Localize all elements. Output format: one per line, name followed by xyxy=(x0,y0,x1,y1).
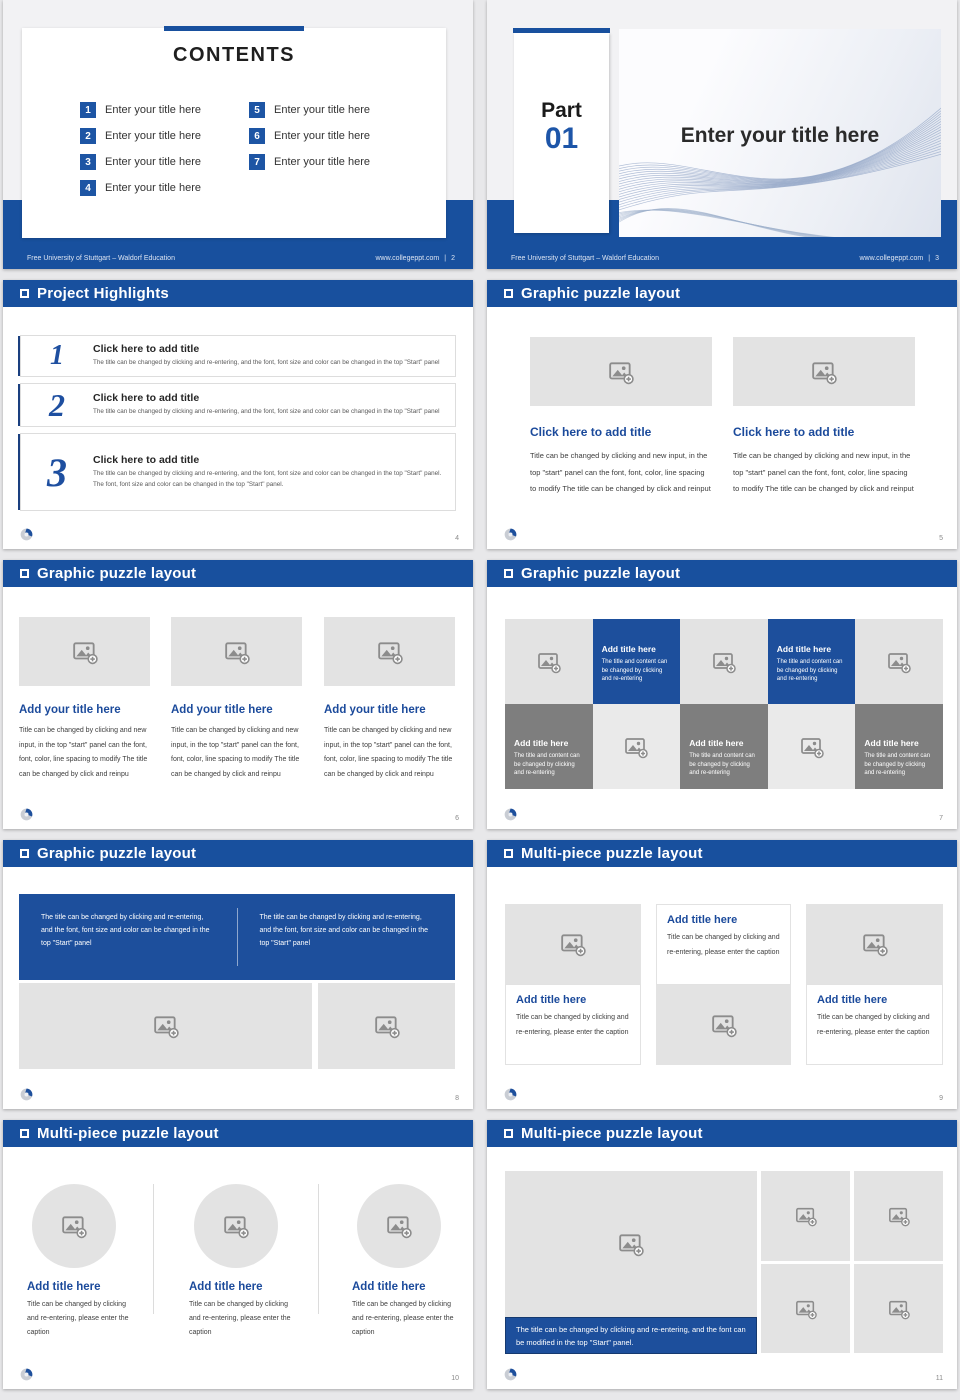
collegeppt-logo-icon xyxy=(504,528,517,541)
image-placeholder xyxy=(318,983,455,1069)
contents-item: 3 Enter your title here xyxy=(80,154,201,170)
page-number: 11 xyxy=(935,1375,943,1382)
circle-image-placeholder xyxy=(357,1184,441,1268)
image-placeholder-icon xyxy=(618,1231,644,1257)
slide-graphic-puzzle-grid[interactable] xyxy=(487,560,957,829)
image-placeholder-icon xyxy=(712,650,736,674)
collegeppt-logo-icon xyxy=(20,1368,33,1381)
page-number: 6 xyxy=(455,815,459,822)
content-column xyxy=(171,617,302,782)
image-placeholder xyxy=(768,704,856,789)
slide-footer: Free University of Stuttgart – Waldorf Education www.collegeppt.com | 3 xyxy=(511,255,939,262)
image-placeholder xyxy=(680,619,768,704)
square-bullet-icon xyxy=(504,1129,513,1138)
square-bullet-icon xyxy=(504,849,513,858)
blue-text-banner xyxy=(19,894,455,980)
column-title: Click here to add title xyxy=(530,425,652,439)
column-body: Title can be changed by clicking and new input, in the top "start" panel can the font, font, color, line spacing to modify The title can be changed by click and reinpu xyxy=(19,727,148,778)
contents-item: 6 Enter your title here xyxy=(249,128,370,144)
square-bullet-icon xyxy=(504,569,513,578)
page-number: 10 xyxy=(451,1375,459,1382)
image-placeholder xyxy=(505,619,593,704)
column-title: Add your title here xyxy=(19,704,121,716)
gray-text-tile: Add title here The title and content can be changed by clicking and re-entering xyxy=(855,704,943,789)
blue-text-tile: Add title here The title and content can be changed by clicking and re-entering xyxy=(593,619,681,704)
wave-decoration xyxy=(619,107,941,237)
slide-header-bar xyxy=(487,1120,957,1147)
image-placeholder xyxy=(19,617,150,686)
row-number: 2 xyxy=(49,386,65,423)
slide-header-bar xyxy=(487,560,957,587)
part-card xyxy=(514,33,609,233)
column-title: Add title here xyxy=(27,1281,101,1293)
circle-image-placeholder xyxy=(194,1184,278,1268)
content-column xyxy=(505,904,641,1065)
collegeppt-logo-icon xyxy=(504,1368,517,1381)
collegeppt-logo-icon xyxy=(20,1088,33,1101)
collegeppt-logo-icon xyxy=(20,528,33,541)
content-column xyxy=(19,617,150,782)
part-label: Part xyxy=(541,99,582,122)
slide-title: Enter your title here xyxy=(680,124,880,147)
image-placeholder xyxy=(530,337,712,406)
row-number: 3 xyxy=(47,449,67,495)
accent-bar xyxy=(164,26,304,31)
slide-graphic-puzzle-3col[interactable] xyxy=(3,560,473,829)
highlight-row xyxy=(20,335,456,377)
slide-footer: Free University of Stuttgart – Waldorf Education www.collegeppt.com | 2 xyxy=(27,255,455,262)
column-body: Title can be changed by clicking and re-entering, please enter the caption xyxy=(352,1301,454,1336)
blue-caption-bar: The title can be changed by clicking and re-entering, and the font can be modified in the top "Start" panel. xyxy=(505,1317,757,1354)
header-title: Multi-piece puzzle layout xyxy=(521,1125,703,1142)
image-placeholder-icon xyxy=(153,1013,179,1039)
title-panel xyxy=(619,29,941,237)
footer-site: www.collegeppt.com xyxy=(375,255,440,262)
contents-item: 7 Enter your title here xyxy=(249,154,370,170)
image-placeholder-icon xyxy=(624,735,648,759)
column-title: Add your title here xyxy=(324,704,426,716)
image-placeholder-icon xyxy=(800,735,824,759)
slide-multi-piece-grid[interactable] xyxy=(487,1120,957,1389)
slide-header-bar xyxy=(3,280,473,307)
image-placeholder-icon xyxy=(61,1213,87,1239)
slide-part-01[interactable] xyxy=(487,0,957,269)
image-placeholder xyxy=(593,704,681,789)
image-placeholder xyxy=(171,617,302,686)
contents-item: 5 Enter your title here xyxy=(249,102,370,118)
slide-header-bar xyxy=(487,840,957,867)
image-placeholder xyxy=(854,1171,943,1261)
slide-header-bar xyxy=(3,1120,473,1147)
image-placeholder xyxy=(505,904,641,984)
slide-header-bar xyxy=(3,840,473,867)
image-placeholder-icon xyxy=(72,639,98,665)
image-placeholder-icon xyxy=(862,931,888,957)
image-placeholder-icon xyxy=(888,1298,910,1320)
item-number-badge: 7 xyxy=(249,154,265,170)
image-placeholder xyxy=(19,983,312,1069)
column-body: Title can be changed by clicking and new input, in the top "start" panel can the font, font, color, line spacing to modify The title can be changed by click and reinput xyxy=(530,451,711,493)
page-number: 9 xyxy=(939,1095,943,1102)
contents-item: 2 Enter your title here xyxy=(80,128,201,144)
footer-left-text: Free University of Stuttgart – Waldorf Education xyxy=(27,255,175,262)
column-title: Add your title here xyxy=(171,704,273,716)
row-body: The title can be changed by clicking and re-entering, and the font, font size and color can be changed in the top "Start" panel xyxy=(93,408,440,416)
row-title: Click here to add title xyxy=(93,392,200,405)
header-title: Project Highlights xyxy=(37,285,169,302)
image-placeholder-icon xyxy=(223,1213,249,1239)
image-placeholder xyxy=(854,1264,943,1353)
image-placeholder xyxy=(806,904,943,984)
column-divider xyxy=(153,1184,154,1314)
page-number: 4 xyxy=(455,535,459,542)
image-placeholder xyxy=(324,617,455,686)
circle-image-placeholder xyxy=(32,1184,116,1268)
header-title: Multi-piece puzzle layout xyxy=(37,1125,219,1142)
image-placeholder xyxy=(656,985,791,1065)
column-body: Title can be changed by clicking and new input, in the top "start" panel can the font, font, color, line spacing to modify The title can be changed by click and reinpu xyxy=(324,727,453,778)
image-placeholder xyxy=(733,337,915,406)
item-number-badge: 4 xyxy=(80,180,96,196)
banner-text: The title can be changed by clicking and re-entering, and the font, font size and color can be changed in the top "Start" panel xyxy=(259,914,429,947)
image-placeholder-icon xyxy=(887,650,911,674)
image-placeholder-icon xyxy=(374,1013,400,1039)
row-body: The title can be changed by clicking and re-entering, and the font, font size and color can be changed in the top "Start" panel. The font, font size and color can be changed in the top "Start" panel. xyxy=(93,470,442,488)
slide-header-bar xyxy=(487,280,957,307)
row-title: Click here to add title xyxy=(93,343,200,356)
gray-text-tile: Add title here The title and content can be changed by clicking and re-entering xyxy=(680,704,768,789)
gray-text-tile: Add title here The title and content can be changed by clicking and re-entering xyxy=(505,704,593,789)
image-placeholder-icon xyxy=(224,639,250,665)
contents-item: 1 Enter your title here xyxy=(80,102,201,118)
header-title: Graphic puzzle layout xyxy=(37,845,197,862)
row-title: Click here to add title xyxy=(93,454,200,466)
image-placeholder-icon xyxy=(811,359,837,385)
item-number-badge: 6 xyxy=(249,128,265,144)
content-column xyxy=(530,337,712,498)
slide-graphic-puzzle-2col[interactable] xyxy=(487,280,957,549)
image-placeholder-icon xyxy=(795,1298,817,1320)
image-placeholder-icon xyxy=(608,359,634,385)
header-title: Multi-piece puzzle layout xyxy=(521,845,703,862)
contents-title: CONTENTS xyxy=(173,44,295,66)
collegeppt-logo-icon xyxy=(20,808,33,821)
item-number-badge: 2 xyxy=(80,128,96,144)
column-body: Title can be changed by clicking and new input, in the top "start" panel can the font, font, color, line spacing to modify The title can be changed by click and reinput xyxy=(733,451,914,493)
square-bullet-icon xyxy=(20,289,29,298)
header-title: Graphic puzzle layout xyxy=(37,565,197,582)
highlight-list xyxy=(20,335,456,517)
column-title: Add title here xyxy=(189,1281,263,1293)
content-column xyxy=(324,617,455,782)
image-placeholder-icon xyxy=(377,639,403,665)
image-placeholder xyxy=(761,1264,850,1353)
banner-text: The title can be changed by clicking and re-entering, and the font, font size and color can be changed in the top "Start" panel xyxy=(41,914,210,947)
slide-project-highlights[interactable] xyxy=(3,280,473,549)
content-column xyxy=(733,337,915,498)
highlight-row xyxy=(20,433,456,511)
slide-graphic-puzzle-banner[interactable] xyxy=(3,840,473,1109)
image-placeholder-icon xyxy=(888,1205,910,1227)
content-column xyxy=(27,1184,131,1340)
square-bullet-icon xyxy=(20,569,29,578)
square-bullet-icon xyxy=(504,289,513,298)
contents-item: 4 Enter your title here xyxy=(80,180,201,196)
footer-left-text: Free University of Stuttgart – Waldorf Education xyxy=(511,255,659,262)
content-column xyxy=(806,904,943,1065)
column-body: Title can be changed by clicking and re-entering, please enter the caption xyxy=(27,1301,129,1336)
footer-site: www.collegeppt.com xyxy=(859,255,924,262)
footer-page-number: 2 xyxy=(451,255,455,262)
blue-text-tile: Add title here The title and content can be changed by clicking and re-entering xyxy=(768,619,856,704)
slide-contents[interactable] xyxy=(3,0,473,269)
column-body: Title can be changed by clicking and new input, in the top "start" panel can the font, font, color, line spacing to modify The title can be changed by click and reinpu xyxy=(171,727,300,778)
image-placeholder-icon xyxy=(795,1205,817,1227)
collegeppt-logo-icon xyxy=(504,1088,517,1101)
caption-card: Add title here Title can be changed by clicking and re-entering, please enter the caption xyxy=(656,904,791,985)
image-placeholder-icon xyxy=(537,650,561,674)
item-number-badge: 1 xyxy=(80,102,96,118)
column-body: Title can be changed by clicking and re-entering, please enter the caption xyxy=(189,1301,291,1336)
tile-grid xyxy=(505,619,943,789)
large-image-placeholder xyxy=(505,1171,757,1317)
page-number: 7 xyxy=(939,815,943,822)
content-column xyxy=(352,1184,456,1340)
collegeppt-logo-icon xyxy=(504,808,517,821)
header-title: Graphic puzzle layout xyxy=(521,285,681,302)
page-number: 8 xyxy=(455,1095,459,1102)
image-placeholder-icon xyxy=(711,1012,737,1038)
column-divider xyxy=(318,1184,319,1314)
square-bullet-icon xyxy=(20,1129,29,1138)
image-placeholder-icon xyxy=(560,931,586,957)
image-placeholder xyxy=(761,1171,850,1261)
content-column xyxy=(656,904,791,1065)
content-column xyxy=(189,1184,293,1340)
header-title: Graphic puzzle layout xyxy=(521,565,681,582)
image-placeholder xyxy=(855,619,943,704)
caption-card: Add title here Title can be changed by clicking and re-entering, please enter the caption xyxy=(505,984,641,1065)
column-title: Click here to add title xyxy=(733,425,855,439)
image-placeholder-icon xyxy=(386,1213,412,1239)
slide-multi-piece-circles[interactable] xyxy=(3,1120,473,1389)
contents-card xyxy=(22,28,446,238)
highlight-row xyxy=(20,383,456,427)
slide-multi-piece-cards[interactable] xyxy=(487,840,957,1109)
footer-page-number: 3 xyxy=(935,255,939,262)
page-number: 5 xyxy=(939,535,943,542)
row-number: 1 xyxy=(50,340,64,371)
caption-card: Add title here Title can be changed by clicking and re-entering, please enter the caption xyxy=(806,984,943,1065)
item-number-badge: 3 xyxy=(80,154,96,170)
item-number-badge: 5 xyxy=(249,102,265,118)
square-bullet-icon xyxy=(20,849,29,858)
column-title: Add title here xyxy=(352,1281,426,1293)
slide-header-bar xyxy=(3,560,473,587)
part-number: 01 xyxy=(544,122,579,155)
row-body: The title can be changed by clicking and re-entering, and the font, font size and color can be changed in the top "Start" panel xyxy=(93,359,440,367)
